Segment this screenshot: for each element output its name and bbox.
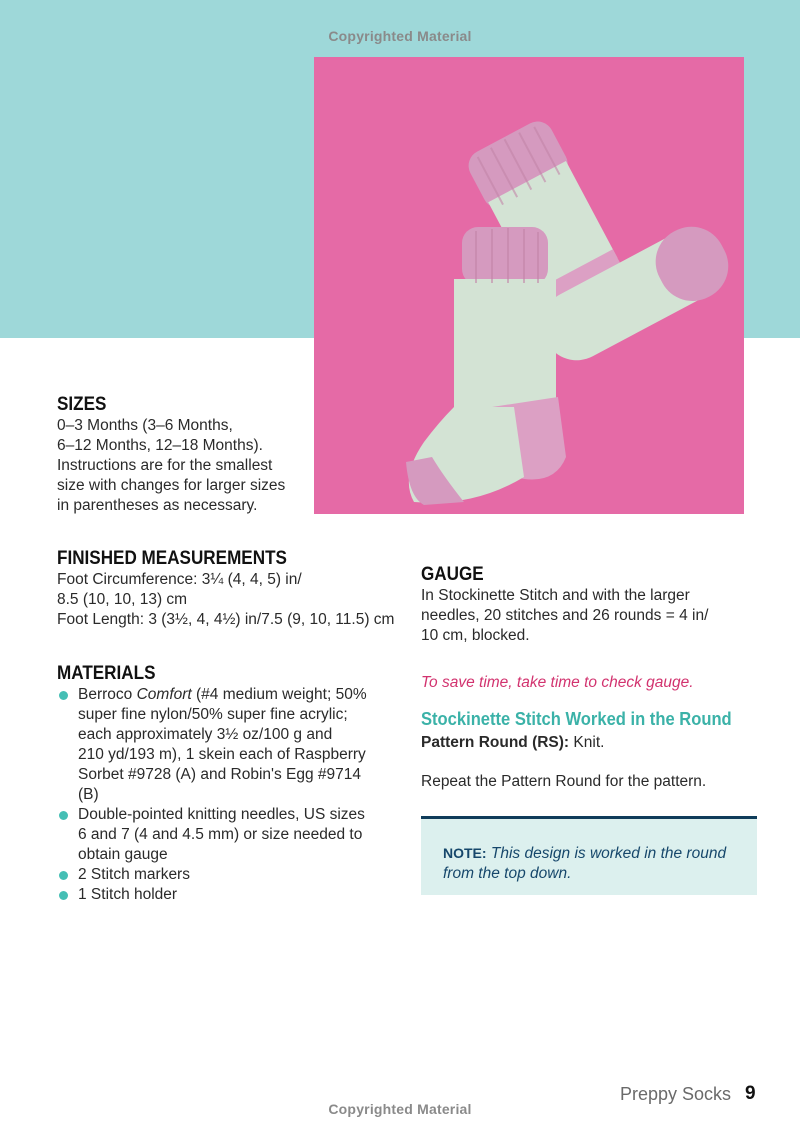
note-body: from the top down.: [443, 865, 572, 882]
sizes-line: size with changes for larger sizes: [57, 477, 286, 494]
yarn-detail-line: super fine nylon/50% super fine acrylic;: [78, 706, 348, 723]
gauge-line: needles, 20 stitches and 26 rounds = 4 in/: [421, 607, 709, 624]
sizes-line: 6–12 Months, 12–18 Months).: [57, 437, 263, 454]
bullet-icon: [59, 811, 68, 820]
gauge-line: 10 cm, blocked.: [421, 627, 530, 644]
watermark-top: Copyrighted Material: [328, 28, 472, 44]
materials-heading: MATERIALS: [57, 663, 156, 684]
gauge-line: In Stockinette Stitch and with the larger: [421, 587, 690, 604]
measurement-line: 8.5 (10, 10, 13) cm: [57, 591, 188, 608]
markers-line: 2 Stitch markers: [78, 866, 190, 883]
yarn-detail-line: Sorbet #9728 (A) and Robin's Egg #9714: [78, 766, 362, 783]
materials-list: [57, 685, 397, 905]
yarn-brand: Berroco: [78, 686, 137, 703]
sizes-heading: SIZES: [57, 394, 107, 415]
gauge-section: [421, 564, 761, 646]
needles-line: obtain gauge: [78, 846, 168, 863]
yarn-detail: (#4 medium weight; 50%: [191, 686, 367, 703]
bullet-icon: [59, 871, 68, 880]
page-number: 9: [745, 1083, 756, 1104]
yarn-detail-line: 210 yd/193 m), 1 skein each of Raspberry: [78, 746, 366, 763]
sizes-section: [57, 394, 317, 516]
repeat-instruction: Repeat the Pattern Round for the pattern.: [421, 773, 707, 790]
yarn-name: Comfort: [136, 686, 192, 703]
materials-section: [57, 663, 397, 905]
sizes-line: 0–3 Months (3–6 Months,: [57, 417, 233, 434]
note-box: [421, 816, 757, 895]
gauge-tip: To save time, take time to check gauge.: [421, 674, 694, 691]
holder-line: 1 Stitch holder: [78, 886, 178, 903]
finished-measurements-section: [57, 548, 402, 630]
socks-photo: [314, 57, 744, 514]
measurement-line: Foot Length: 3 (3½, 4, 4½) in/7.5 (9, 10, 11.5) cm: [57, 611, 395, 628]
yarn-detail-line: (B): [78, 786, 99, 803]
needles-line: 6 and 7 (4 and 4.5 mm) or size needed to: [78, 826, 363, 843]
list-item: [57, 865, 397, 885]
yarn-detail-line: each approximately 3½ oz/100 g and: [78, 726, 333, 743]
sizes-line: in parentheses as necessary.: [57, 497, 258, 514]
note-body: This design is worked in the round: [486, 845, 727, 862]
sizes-line: Instructions are for the smallest: [57, 457, 273, 474]
bullet-icon: [59, 891, 68, 900]
stitch-heading: Stockinette Stitch Worked in the Round: [421, 709, 732, 729]
list-item: [57, 685, 397, 805]
pattern-round-text: Knit.: [569, 734, 605, 751]
list-item: [57, 885, 397, 905]
needles-line: Double-pointed knitting needles, US sizes: [78, 806, 365, 823]
finished-measurements-heading: FINISHED MEASUREMENTS: [57, 548, 287, 569]
list-item: [57, 805, 397, 865]
note-label: NOTE:: [443, 845, 487, 861]
pattern-round: [421, 734, 604, 752]
measurement-line: Foot Circumference: 3¼ (4, 4, 5) in/: [57, 571, 302, 588]
socks-illustration: [314, 57, 744, 514]
footer-title: Preppy Socks: [620, 1084, 732, 1104]
gauge-heading: GAUGE: [421, 564, 484, 585]
bullet-icon: [59, 691, 68, 700]
note-text: [443, 843, 743, 884]
pattern-round-label: Pattern Round (RS):: [421, 734, 570, 751]
watermark-bottom: Copyrighted Material: [328, 1101, 472, 1117]
